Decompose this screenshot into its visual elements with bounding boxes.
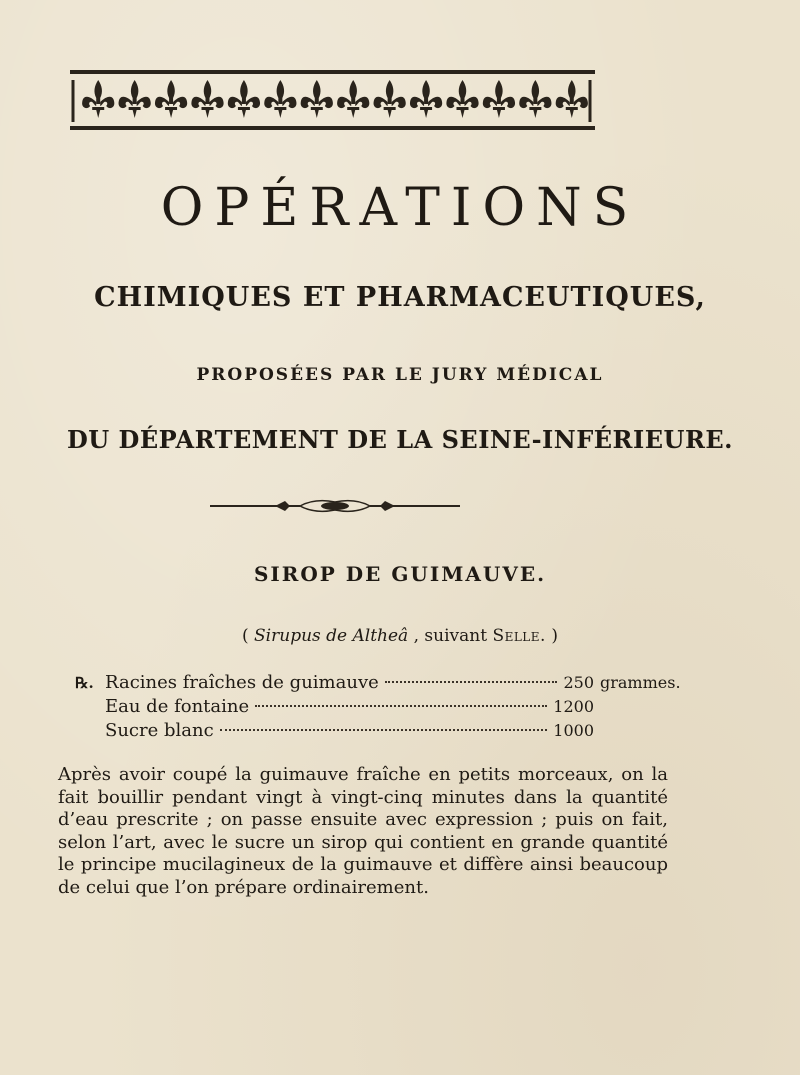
- ingredient-quantity: 1000: [553, 721, 594, 740]
- dot-leader: [385, 681, 558, 683]
- fleur-de-lis-icon: [119, 80, 151, 118]
- fleur-de-lis-ornament-band: [70, 68, 595, 132]
- latin-name-line: [0, 626, 800, 646]
- proposed-by-line: PROPOSÉES PAR LE JURY MÉDICAL: [196, 365, 604, 385]
- ingredient-quantity: 1200: [553, 697, 594, 716]
- fleur-de-lis-icon: [556, 80, 588, 118]
- preparation-paragraph: Après avoir coupé la guimauve fraîche en petits morceaux, on la fait bouillir pendant vingt à vingt-cinq minutes dans la quantité d’eau prescrite ; on passe ensuite avec expression ; puis on fait, selon l’art, avec le sucre un sirop qui contient en grande quantité le principe mucilagineux de la guimauve et diffère ainsi beaucoup de celui que l’on prépare ordinairement.: [58, 764, 668, 898]
- ingredient-name: Eau de fontaine: [105, 696, 250, 717]
- separator-rule: [205, 496, 465, 516]
- fleur-de-lis-icon: [337, 80, 369, 118]
- ingredient-unit: grammes.: [600, 673, 681, 692]
- recipe-title: SIROP DE GUIMAUVE.: [253, 562, 547, 586]
- page-title: OPÉRATIONS: [160, 178, 640, 238]
- latin-name: Sirupus de Altheâ: [254, 626, 409, 646]
- paren-open: (: [241, 626, 249, 646]
- ingredient-quantity: 250: [563, 673, 594, 692]
- ingredient-name: Sucre blanc: [105, 720, 214, 741]
- department-line: DU DÉPARTEMENT DE LA SEINE-INFÉRIEURE.: [66, 425, 734, 454]
- fleur-de-lis-icon: [483, 80, 515, 118]
- fleur-de-lis-icon: [301, 80, 333, 118]
- fleur-de-lis-icon: [446, 80, 478, 118]
- paren-close: ): [551, 626, 558, 646]
- ornamental-separator: [205, 496, 465, 516]
- author-name: Selle.: [492, 626, 546, 646]
- recipe-symbol: ℞.: [75, 674, 94, 692]
- fleur-de-lis-icon: [155, 80, 187, 118]
- ingredient-row: [75, 672, 681, 696]
- fleur-de-lis-icon: [264, 80, 296, 118]
- dot-leader: [220, 729, 548, 731]
- fleur-de-lis-icon: [228, 80, 260, 118]
- fleur-de-lis-icon: [191, 80, 223, 118]
- fleur-de-lis-icon: [410, 80, 442, 118]
- ingredient-list: [75, 672, 681, 744]
- latin-attribution: , suivant: [413, 626, 488, 646]
- fleur-de-lis-icon: [519, 80, 551, 118]
- ingredient-name: Racines fraîches de guimauve: [105, 672, 379, 693]
- fleur-de-lis-icon: [374, 80, 406, 118]
- dot-leader: [255, 705, 547, 707]
- fleur-de-lis-icon: [82, 80, 114, 118]
- ingredient-row: [75, 696, 675, 720]
- fleur-de-lis-border: [70, 68, 595, 132]
- page-subtitle: CHIMIQUES ET PHARMACEUTIQUES,: [94, 282, 706, 313]
- ingredient-row: [75, 720, 675, 744]
